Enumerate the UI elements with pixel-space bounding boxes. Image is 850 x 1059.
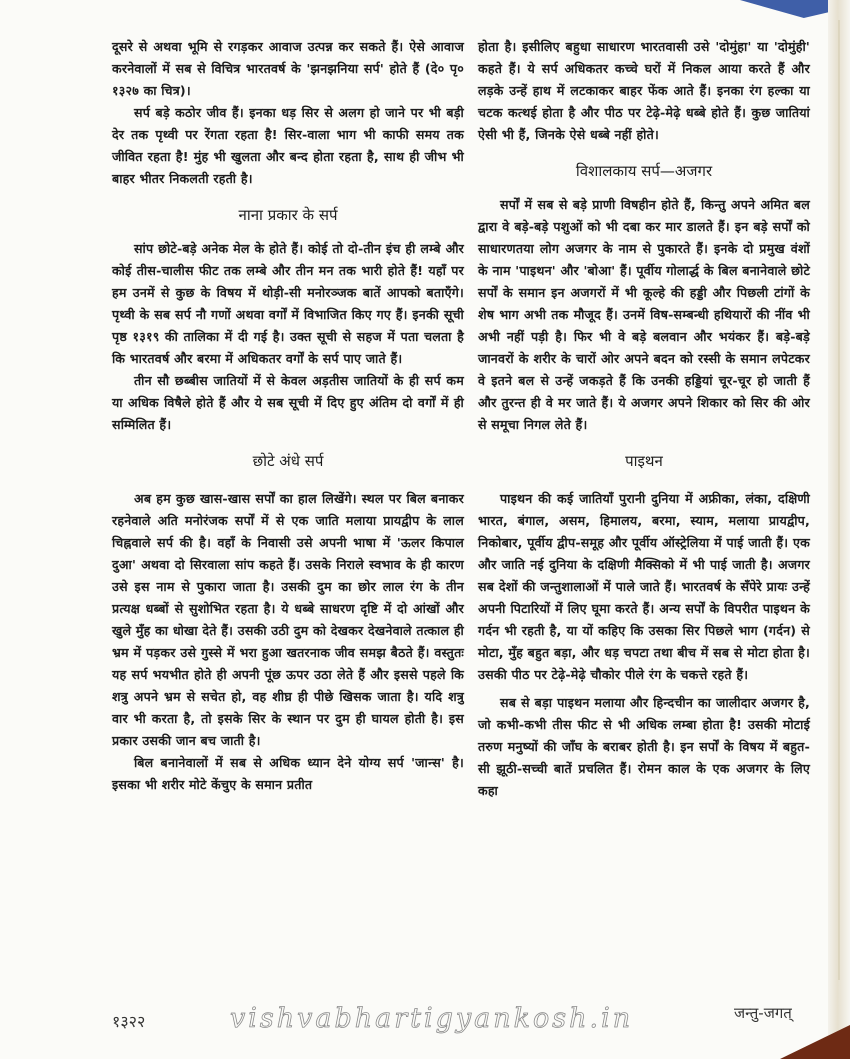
paragraph: दूसरे से अथवा भूमि से रगड़कर आवाज उत्पन्न कर सकते हैं। ऐसे आवाज करनेवालों में सब से विचित्र भारतवर्ष के 'झनझनिया सर्प' होते हैं (दे० पृ० १३२७ का चित्र)।	[112, 39, 464, 98]
paragraph: होता है। इसीलिए बहुधा साधारण भारतवासी उसे 'दोमुंहा' या 'दोमुंही' कहते हैं। ये सर्प अधिकतर कच्चे घरों में निकल आया करते हैं और लड़के उन्हें हाथ में लटकाकर बाहर फेंक आते हैं। इनका रंग हल्का या चटक कत्थई होता है और पीठ पर टेढ़े-मेढ़े धब्बे होते हैं। कुछ जातियां ऐसी भी हैं, जिनके ऐसे धब्बे नहीं होते।	[478, 39, 810, 142]
paragraph: अब हम कुछ खास-खास सर्पों का हाल लिखेंगे। स्थल पर बिल बनाकर रहनेवाले अति मनोरंजक सर्पों में से एक जाति मलाया प्रायद्वीप के लाल चिह्नवाले सर्प की है। वहाँ के निवासी उसे अपनी भाषा में 'ऊलर किपाल दुआ' अथवा दो सिरवाला सांप कहते हैं। उसके निराले स्वभाव के ही कारण उसे इस नाम से पुकारा जाता है। उसकी दुम का छोर लाल रंग के तीन प्रत्यक्ष धब्बों से सुशोभित रहता है। ये धब्बे साधरण दृष्टि में दो आंखों और खुले मुँह का धोखा देते हैं। उसकी उठी दुम को देखकर देखनेवाले तत्काल ही भ्रम में पड़कर उसे गुस्से में भरा हुआ खतरनाक जीव समझ बैठते हैं। वस्तुतः यह सर्प भयभीत होते ही अपनी पूंछ ऊपर उठा लेते हैं और इससे पहले कि शत्रु अपने भ्रम से सचेत हो, वह शीघ्र ही पीछे खिसक जाता है। यदि शत्रु वार भी करता है, तो इसके सिर के स्थान पर दुम ही घायल होती है। इस प्रकार उसकी जान बच जाती है।	[112, 491, 464, 748]
paragraph: बिल बनानेवालों में सब से अधिक ध्यान देने योग्य सर्प 'जान्स' है। इसका भी शरीर मोटे केंचुए के समान प्रतीत	[112, 755, 464, 792]
paragraph: पाइथन की कई जातियाँ पुरानी दुनिया में अफ्रीका, लंका, दक्षिणी भारत, बंगाल, असम, हिमालय, बरमा, स्याम, मलाया प्रायद्वीप, निकोबार, पूर्वीय द्वीप-समूह और पूर्वीय ऑस्ट्रेलिया में पाई जाती हैं। एक और जाति नई दुनिया के दक्षिणी मैक्सिको में भी पाई जाती है। अजगर सब देशों की जन्तुशालाओं में पाले जाते हैं। भारतवर्ष के सँपेरे प्रायः उन्हें अपनी पिटारियों में लिए घूमा करते हैं। अन्य सर्पों के विपरीत पाइथन के गर्दन भी रहती है, या यों कहिए कि उसका सिर पिछले भाग (गर्दन) से मोटा, मुँह बहुत बड़ा, और धड़ चपटा तथा बीच में सब से मोटा होता है। उसकी पीठ पर टेढ़े-मेढ़े चौकोर पीले रंग के चकत्ते रहते हैं।	[478, 491, 810, 682]
section-heading: विशालकाय सर्प—अजगर	[575, 162, 713, 180]
page-edge-crease	[838, 20, 840, 980]
section-heading: नाना प्रकार के सर्प	[238, 206, 338, 224]
right-column	[478, 36, 810, 802]
paragraph: तीन सौ छब्बीस जातियों में से केवल अड़तीस जातियों के ही सर्प कम या अधिक विषैले होते हैं और ये सब सूची में दिए हुए अंतिम दो वर्गों में ही सम्मिलित हैं।	[112, 373, 464, 432]
paragraph: सब से बड़ा पाइथन मलाया और हिन्दचीन का जालीदार अजगर है, जो कभी-कभी तीस फीट से भी अधिक लम्बा होता है! उसकी मोटाई तरुण मनुष्यों की जाँघ के बराबर होती है। इन सर्पों के विषय में बहुत-सी झूठी-सच्ची बातें प्रचलित हैं। रोमन काल के एक अजगर के लिए कहा	[478, 695, 810, 798]
section-heading: छोटे अंधे सर्प	[252, 452, 324, 470]
running-head: जन्तु-जगत्	[734, 1004, 792, 1022]
paragraph: सर्प बड़े कठोर जीव हैं। इनका धड़ सिर से अलग हो जाने पर भी बड़ी देर तक पृथ्वी पर रेंगता रहता है! सिर-वाला भाग भी काफी समय तक जीवित रहता है! मुंह भी खुलता और बन्द होता रहता है, साथ ही जीभ भी बाहर भीतर निकलती रहती है।	[112, 105, 464, 186]
page-number: १३२२	[112, 1012, 146, 1031]
section-heading: पाइथन	[625, 452, 663, 470]
paragraph: सर्पों में सब से बड़े प्राणी विषहीन होते हैं, किन्तु अपने अमित बल द्वारा वे बड़े-बड़े पशुओं को भी दबा कर मार डालते हैं। इन बड़े सर्पों को साधारणतया लोग अजगर के नाम से पुकारते हैं। इनके दो प्रमुख वंशों के नाम 'पाइथन' और 'बोआ' हैं। पूर्वीय गोलार्द्ध के बिल बनानेवाले छोटे सर्पों के समान इन अजगरों में भी कूल्हे की हड्डी और पिछली टांगों के शेष भाग अभी तक मौजूद हैं। उनमें विष-सम्बन्धी हथियारों की नींव भी अभी नहीं पड़ी है। फिर भी वे बड़े बलवान और भयंकर हैं। बड़े-बड़े जानवरों के शरीर के चारों ओर अपने बदन को रस्सी के समान लपेटकर वे इतने बल से उन्हें जकड़ते हैं कि उनकी हड्डियां चूर-चूर हो जाती हैं और तुरन्त ही वे मर जाते हैं। ये अजगर अपने शिकार को सिर की ओर से समूचा निगल लेते हैं।	[478, 197, 810, 432]
left-column	[112, 36, 464, 796]
watermark: vishvabhartigyankosh.in	[230, 1003, 634, 1034]
paragraph: सांप छोटे-बड़े अनेक मेल के होते हैं। कोई तो दो-तीन इंच ही लम्बे और कोई तीस-चालीस फीट तक लम्बे और तीन मन तक भारी होते हैं! यहाँ पर हम उनमें से कुछ के विषय में थोड़ी-सी मनोरञ्जक बातें आपको बताएँगे। पृथ्वी के सब सर्प नौ गणों अथवा वर्गों में विभाजित किए गए हैं। इनकी सूची पृष्ठ १३१९ की तालिका में दी गई है। उक्त सूची से सहज में पता चलता है कि भारतवर्ष और बरमा में अधिकतर वर्गों के सर्प पाए जाते हैं।	[112, 241, 464, 366]
